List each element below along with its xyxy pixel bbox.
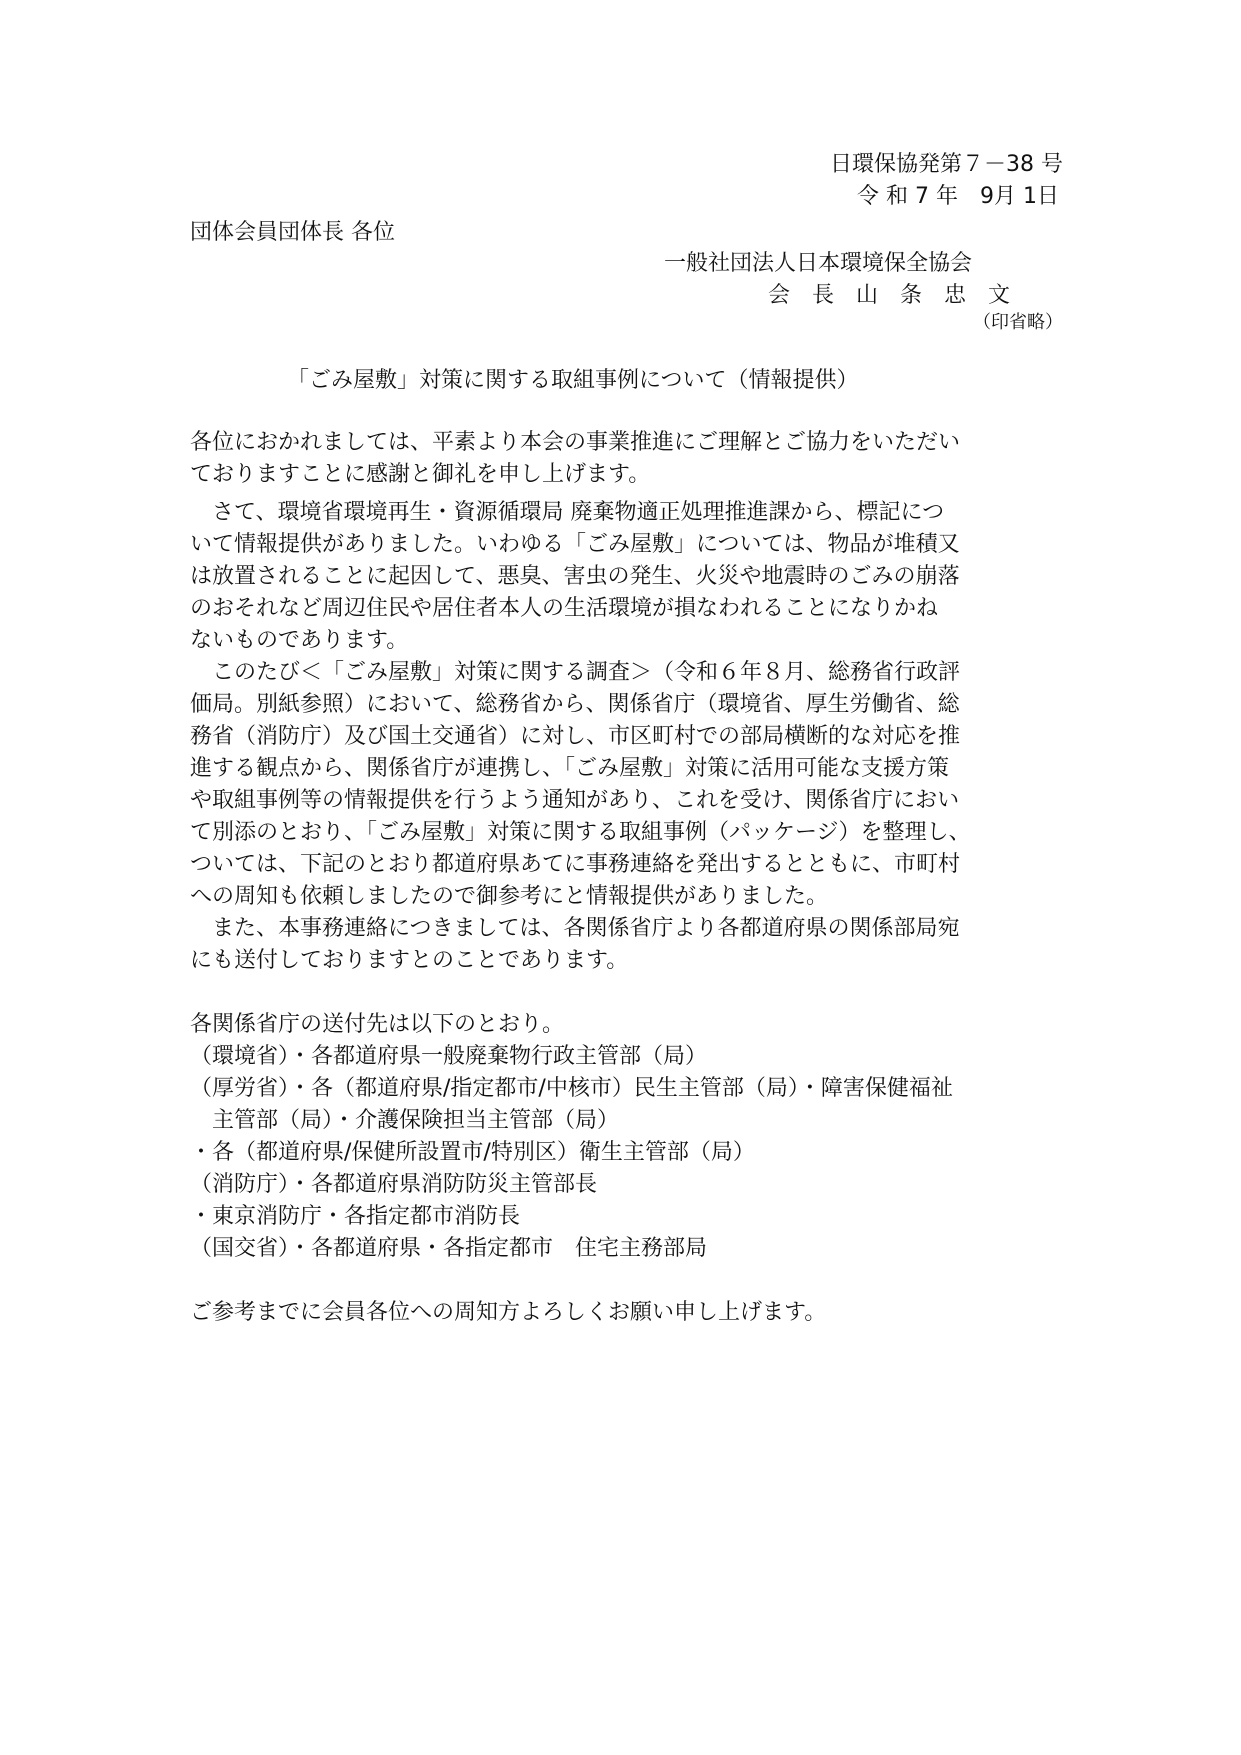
body-line: 価局。別紙参照）において、総務省から、関係省庁（環境省、厚生労働省、総: [190, 692, 960, 717]
recipient-line: （消防庁）・各都道府県消防防災主管部長: [190, 1172, 598, 1197]
recipients-intro: 各関係省庁の送付先は以下のとおり。: [190, 1012, 565, 1037]
body-line: にも送付しておりますとのことであります。: [190, 948, 629, 973]
closing-line: ご参考までに会員各位への周知方よろしくお願い申し上げます。: [190, 1300, 827, 1325]
body-line: ておりますことに感謝と御礼を申し上げます。: [190, 462, 651, 487]
body-line: ついては、下記のとおり都道府県あてに事務連絡を発出するとともに、市町村: [190, 852, 961, 877]
body-line: は放置されることに起因して、悪臭、害虫の発生、火災や地震時のごみの崩落: [190, 564, 960, 589]
sender-organization: 一般社団法人日本環境保全協会: [664, 251, 973, 276]
recipient-line: （環境省）・各都道府県一般廃棄物行政主管部（局）: [190, 1044, 708, 1069]
recipient-line: ・東京消防庁・各指定都市消防長: [190, 1204, 521, 1229]
recipient-line: 主管部（局）・介護保険担当主管部（局）: [190, 1108, 620, 1133]
body-line: 進する観点から、関係省庁が連携し、「ごみ屋敷」対策に活用可能な支援方策: [190, 756, 950, 781]
body-line: のおそれなど周辺住民や居住者本人の生活環境が損なわれることになりかね: [190, 596, 939, 621]
body-line: ないものであります。: [190, 628, 409, 653]
body-line: このたび＜「ごみ屋敷」対策に関する調査＞（令和６年８月、総務省行政評: [190, 660, 961, 685]
document-subject: 「ごみ屋敷」対策に関する取組事例について（情報提供）: [287, 368, 859, 393]
body-line: や取組事例等の情報提供を行うよう通知があり、これを受け、関係省庁におい: [190, 788, 960, 813]
addressee: 団体会員団体長 各位: [190, 220, 395, 245]
sender-name: 会 長 山 条 忠 文: [768, 283, 1011, 308]
spacer: [190, 1266, 1060, 1298]
body-line: への周知も依頼しましたので御参考にと情報提供がありました。: [190, 884, 829, 909]
seal-omitted-note: （印省略）: [973, 312, 1063, 333]
body-line: さて、環境省環境再生・資源循環局 廃棄物適正処理推進課から、標記につ: [190, 500, 945, 525]
recipient-line: （厚労省）・各（都道府県/指定都市/中核市）民生主管部（局）・障害保健福祉: [190, 1076, 953, 1101]
body-line: 務省（消防庁）及び国土交通省）に対し、市区町村での部局横断的な対応を推: [190, 724, 961, 749]
document-body: [190, 428, 1060, 1330]
body-line: て別添のとおり、「ごみ屋敷」対策に関する取組事例（パッケージ）を整理し、: [190, 820, 971, 845]
recipient-line: ・各（都道府県/保健所設置市/特別区）衛生主管部（局）: [190, 1140, 755, 1165]
recipient-line: （国交省）・各都道府県・各指定都市 住宅主務部局: [190, 1236, 708, 1261]
body-line: また、本事務連絡につきましては、各関係省庁より各都道府県の関係部局宛: [190, 916, 960, 941]
body-line: いて情報提供がありました。いわゆる「ごみ屋敷」については、物品が堆積又: [190, 532, 960, 557]
document-number: 日環保協発第７－38 号: [830, 152, 1063, 177]
spacer: [190, 978, 1060, 1010]
body-line: 各位におかれましては、平素より本会の事業推進にご理解とご協力をいただい: [190, 430, 961, 455]
document-date: 令 和 7 年 9月 1日: [857, 184, 1059, 209]
